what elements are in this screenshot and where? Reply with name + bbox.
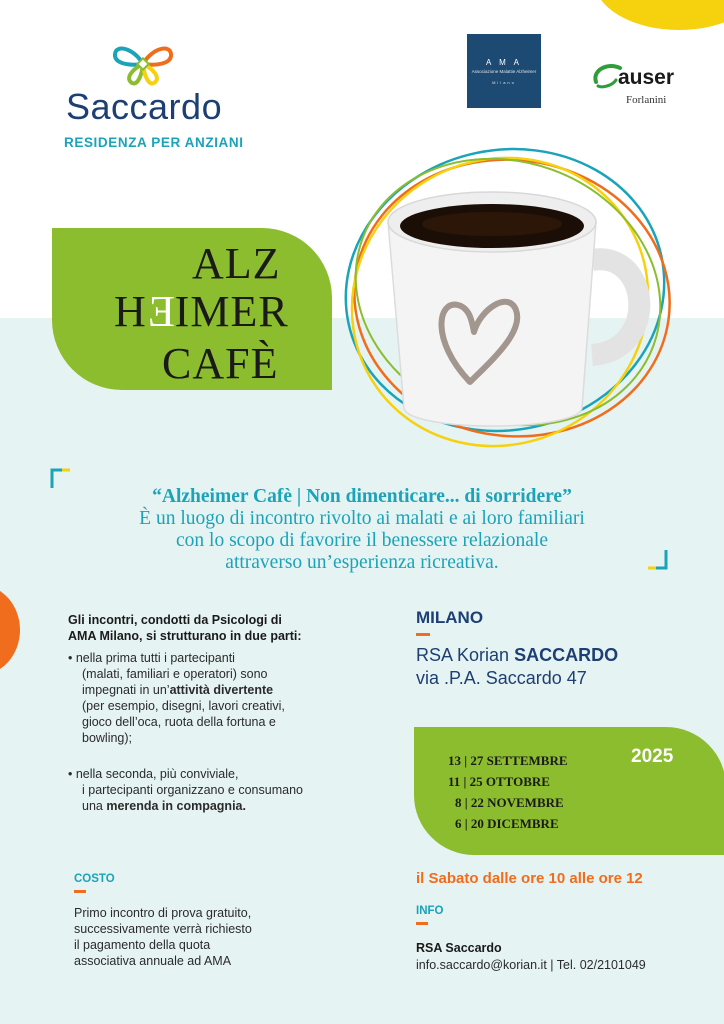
auser-logo-name: auser	[618, 66, 675, 89]
dates-box	[414, 727, 724, 855]
bracket-decoration-left	[50, 468, 72, 490]
location-prefix: RSA Korian	[416, 645, 515, 665]
date-row: 8 | 22 NOVEMBRE	[455, 795, 564, 810]
meetings-intro	[68, 612, 368, 644]
cost-line-1: Primo incontro di prova gratuito,	[74, 906, 252, 920]
yellow-decoration	[594, 0, 724, 30]
intro-quote	[74, 486, 650, 574]
ama-logo	[467, 34, 541, 108]
location-address: via .P.A. Saccardo 47	[416, 668, 587, 688]
location-name	[416, 645, 618, 666]
info-name: RSA Saccardo	[416, 941, 502, 955]
bullet-1-line-6: bowling);	[82, 731, 133, 745]
city-heading: MILANO	[416, 608, 484, 627]
title-line-3: CAFÈ	[162, 339, 279, 388]
date-row: 6 | 20 DICEMBRE	[455, 816, 559, 831]
bullet-2-line-3	[68, 798, 368, 814]
brand-subtitle: RESIDENZA PER ANZIANI	[64, 135, 244, 150]
cost-line-4: associativa annuale ad AMA	[74, 954, 232, 968]
info-contact: info.saccardo@korian.it | Tel. 02/2101049	[416, 958, 646, 972]
date-row: 13 | 27 SETTEMBRE	[448, 753, 568, 768]
quote-line-4: attraverso un’esperienza ricreativa.	[225, 552, 499, 573]
year-label: 2025	[631, 746, 674, 767]
title-line-2	[114, 286, 289, 337]
bullet-1-line-1: • nella prima tutti i partecipanti	[68, 651, 235, 665]
cost-line-3: il pagamento della quota	[74, 938, 211, 952]
cost-text	[74, 905, 334, 969]
quote-line-2: È un luogo di incontro rivolto ai malati e ai loro familiari	[139, 508, 585, 529]
ama-logo-city: Milano	[492, 80, 516, 85]
bullet-2-line-1: • nella seconda, più conviviale,	[68, 767, 239, 781]
cost-label-dash	[74, 890, 86, 893]
ama-logo-title: A M A	[486, 58, 522, 67]
bullet-2-line-2: i partecipanti organizzano e consumano	[82, 783, 303, 797]
quote-line-1: “Alzheimer Cafè | Non dimenticare... di sorridere”	[152, 486, 572, 507]
bullet-1-line-4: (per esempio, disegni, lavori creativi,	[82, 699, 285, 713]
ama-logo-subtitle: Associazione Malattie Alzheimer	[471, 69, 537, 74]
bullet-1-line-3	[68, 682, 368, 698]
coffee-cup-illustration	[330, 140, 690, 460]
bullet-2-highlight: merenda in compagnia.	[106, 799, 246, 813]
info-label: INFO	[416, 905, 444, 917]
city-dash	[416, 633, 430, 636]
intro-line-1: Gli incontri, condotti da Psicologi di	[68, 613, 282, 627]
bullet-2-line-3-text: una	[82, 799, 107, 813]
title-reversed-letter: E	[146, 287, 175, 336]
title-line-2-start: H	[114, 287, 147, 336]
location-highlight: SACCARDO	[514, 645, 619, 665]
bullet-part-one	[68, 650, 368, 746]
title-line-1: ALZ	[192, 239, 281, 288]
date-row: 11 | 25 OTTOBRE	[448, 774, 550, 789]
cost-label: COSTO	[74, 873, 115, 885]
bullet-1-line-2: (malati, familiari e operatori) sono	[82, 667, 268, 681]
schedule-text: il Sabato dalle ore 10 alle ore 12	[416, 870, 643, 887]
bullet-part-two	[68, 766, 368, 814]
info-label-dash	[416, 922, 428, 925]
auser-logo-subtitle: Forlanini	[626, 94, 667, 106]
bullet-1-highlight: attività divertente	[169, 683, 274, 697]
title-line-2-end: IMER	[174, 287, 289, 336]
bullet-1-line-5: gioco dell’oca, ruota della fortuna e	[82, 715, 276, 729]
saccardo-logo-icon	[112, 38, 174, 86]
brand-name: Saccardo	[66, 86, 223, 127]
cost-line-2: successivamente verrà richiesto	[74, 922, 252, 936]
bullet-1-line-3-text: impegnati in un’	[82, 683, 170, 697]
quote-line-3: con lo scopo di favorire il benessere relazionale	[176, 530, 548, 551]
intro-line-2: AMA Milano, si strutturano in due parti:	[68, 629, 302, 643]
